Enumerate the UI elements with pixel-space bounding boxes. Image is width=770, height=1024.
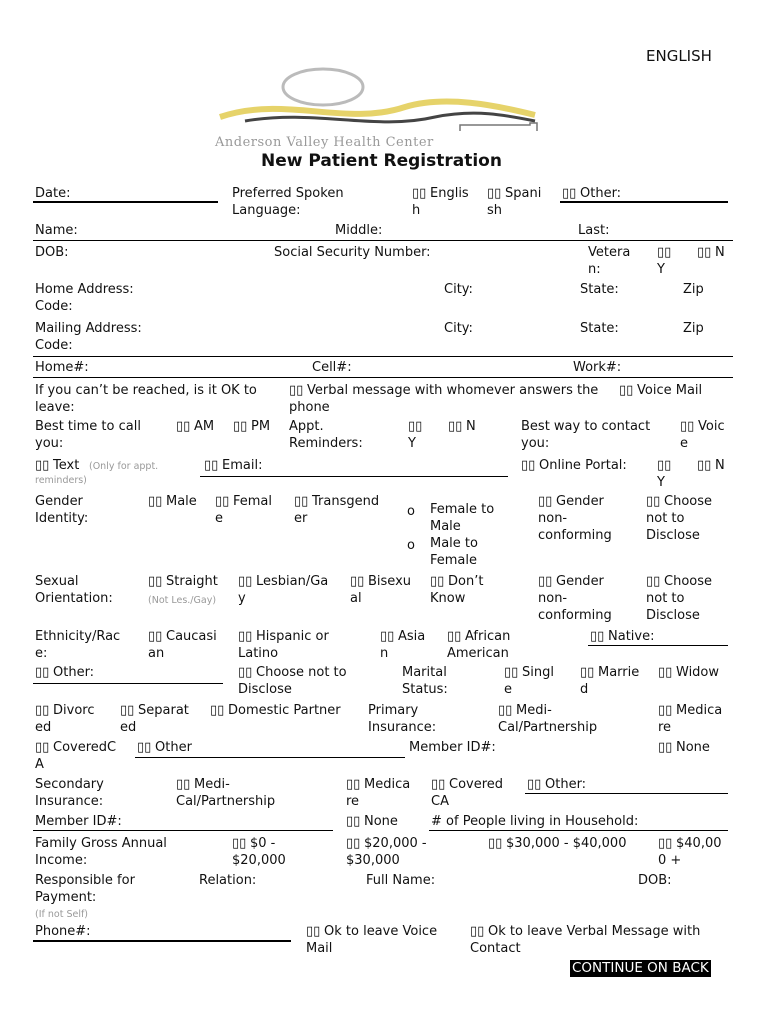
voice-mail-label: Voice Mail [637,383,703,398]
english-checkbox[interactable]: ▯▯ [412,186,427,201]
dont-know-label: Don’t Know [430,574,484,606]
asian-checkbox[interactable]: ▯▯ [380,629,395,644]
form-title: New Patient Registration [261,151,502,171]
other-ethnicity-label: Other: [53,665,95,680]
work-phone-label: Work#: [573,360,622,375]
primary-insurance-label: Primary Insurance: [368,703,437,735]
spanish-option: Spani sh [487,186,542,218]
veteran-no-label: N [715,245,725,260]
clinic-logo [205,65,575,155]
mailing-zip-label: Zip [683,321,704,336]
secondary-medicare-checkbox[interactable]: ▯▯ [346,777,361,792]
family-income-label: Family Gross Annual Income: [35,836,167,868]
mailing-address-label: Mailing Address: [35,321,142,336]
responsible-phone-field[interactable] [33,940,291,942]
income-20-30k-label: $20,000 - $30,000 [346,836,427,868]
portal-yes-checkbox[interactable]: ▯▯ [657,458,672,473]
divider [33,377,733,378]
straight-checkbox[interactable]: ▯▯ [148,574,163,589]
other-language-label: Other: [580,186,622,201]
online-portal-label: Online Portal: [539,458,627,473]
gender-nonconforming-checkbox[interactable]: ▯▯ [538,494,553,509]
veteran-no-checkbox[interactable]: ▯▯ [697,245,712,260]
other-ethnicity-field[interactable] [33,683,223,684]
other-insurance-checkbox[interactable]: ▯▯ [137,740,152,755]
secondary-medi-cal-checkbox[interactable]: ▯▯ [176,777,191,792]
married-label: Marrie d [580,665,640,697]
preferred-language-label: Preferred Spoken Language: [232,186,344,218]
hispanic-label: Hispanic or Latino [238,629,329,661]
income-0-20k-label: $0 - $20,000 [232,836,286,868]
secondary-medi-cal-label: Medi-Cal/Partnership [176,777,276,809]
ssn-label: Social Security Number: [274,245,431,260]
primary-medicare-checkbox[interactable]: ▯▯ [658,703,673,718]
veteran-yes-checkbox[interactable]: ▯▯ [657,245,672,260]
online-portal-checkbox[interactable]: ▯▯ [521,458,536,473]
gender-nonconforming-label: Gender non-conforming [538,494,612,543]
income-40k-plus-checkbox[interactable]: ▯▯ [658,836,673,851]
portal-no-checkbox[interactable]: ▯▯ [697,458,712,473]
orientation-nonconforming-label: Gender non-conforming [538,574,612,623]
income-0-20k-checkbox[interactable]: ▯▯ [232,836,247,851]
cell-phone-label: Cell#: [312,360,352,375]
reminders-no-checkbox[interactable]: ▯▯ [448,419,463,434]
secondary-none-checkbox[interactable]: ▯▯ [346,814,361,829]
primary-none-checkbox[interactable]: ▯▯ [658,740,673,755]
responsible-payment-label: Responsible for Payment: [35,873,135,905]
orientation-choose-checkbox[interactable]: ▯▯ [646,574,661,589]
best-contact-label: Best way to contact you: [521,419,651,451]
lesbian-gay-label: Lesbian/Ga y [238,574,329,606]
hispanic-checkbox[interactable]: ▯▯ [238,629,253,644]
clinic-name: Anderson Valley Health Center [215,135,434,150]
bisexual-checkbox[interactable]: ▯▯ [350,574,365,589]
female-label: Femal e [215,494,273,526]
secondary-covered-ca-checkbox[interactable]: ▯▯ [431,777,446,792]
spanish-checkbox[interactable]: ▯▯ [487,186,502,201]
home-state-label: State: [580,282,619,297]
responsible-dob-label: DOB: [638,873,672,888]
transgender-checkbox[interactable]: ▯▯ [294,494,309,509]
straight-label: Straight [166,574,218,589]
dob-label: DOB: [35,245,69,260]
language-label: ENGLISH [646,47,712,65]
covered-ca-checkbox[interactable]: ▯▯ [35,740,50,755]
marital-status-label: Marital Status: [402,665,448,697]
secondary-other-field[interactable] [525,793,728,794]
veteran-label: Vetera n: [588,245,631,277]
other-insurance-label: Other [155,740,192,755]
male-to-female-label: Male to Female [430,536,478,568]
continue-on-back-label: CONTINUE ON BACK [572,960,709,976]
african-american-label: African American [447,629,511,661]
secondary-insurance-label: Secondary Insurance: [35,777,104,809]
ethnicity-label: Ethnicity/Rac e: [35,629,121,661]
voice-contact-checkbox[interactable]: ▯▯ [680,419,695,434]
orientation-nonconforming-checkbox[interactable]: ▯▯ [538,574,553,589]
email-label: Email: [222,458,263,473]
reminders-no-label: N [466,419,476,434]
caucasian-label: Caucasi an [148,629,217,661]
secondary-member-id-label: Member ID#: [35,814,122,829]
verbal-message-label: Verbal message with whomever answers the phone [289,383,599,415]
pm-checkbox[interactable]: ▯▯ [233,419,248,434]
primary-medi-cal-label: Medi-Cal/Partnership [498,703,598,735]
ok-verbal-checkbox[interactable]: ▯▯ [470,924,485,939]
separated-label: Separat ed [120,703,189,735]
female-to-male-label: Female to Male [430,502,495,534]
male-label: Male [166,494,197,509]
income-40k-plus-label: $40,00 0 + [658,836,722,868]
ethnicity-choose-checkbox[interactable]: ▯▯ [238,665,253,680]
household-count-field[interactable] [429,830,728,831]
dont-know-checkbox[interactable]: ▯▯ [430,574,445,589]
primary-member-id-label: Member ID#: [409,740,496,755]
income-30-40k-checkbox[interactable]: ▯▯ [488,836,503,851]
responsible-phone-label: Phone#: [35,924,91,939]
veteran-yes-label: Y [657,262,665,277]
married-checkbox[interactable]: ▯▯ [580,665,595,680]
divider [33,356,733,357]
mtf-bullet: o [407,538,415,553]
date-field[interactable] [33,201,218,203]
am-checkbox[interactable]: ▯▯ [176,419,191,434]
primary-medicare-label: Medica re [658,703,723,735]
income-20-30k-checkbox[interactable]: ▯▯ [346,836,361,851]
gender-choose-checkbox[interactable]: ▯▯ [646,494,661,509]
domestic-partner-label: Domestic Partner [228,703,341,718]
transgender-label: Transgend er [294,494,380,526]
mailing-state-label: State: [580,321,619,336]
orientation-choose-label: Choose not to Disclose [646,574,712,623]
home-city-label: City: [444,282,473,297]
widow-checkbox[interactable]: ▯▯ [658,665,673,680]
home-zip-label: Zip [683,282,704,297]
divorced-checkbox[interactable]: ▯▯ [35,703,50,718]
ok-verbal-label: Ok to leave Verbal Message with Contact [470,924,701,956]
mailing-code-label: Code: [35,338,73,353]
ok-voicemail-checkbox[interactable]: ▯▯ [306,924,321,939]
portal-no-label: N [715,458,725,473]
text-note: (Only for appt. reminders) [35,461,159,486]
ftm-bullet: o [407,504,415,519]
voice-contact-label: Voic e [680,419,725,451]
divider [33,240,733,241]
full-name-label: Full Name: [366,873,436,888]
secondary-none-label: None [364,814,398,829]
reach-question-label: If you can’t be reached, is it OK to leave: [35,383,257,415]
text-checkbox[interactable]: ▯▯ [35,458,50,473]
mailing-city-label: City: [444,321,473,336]
text-label: Text [53,458,80,473]
best-time-label: Best time to call you: [35,419,141,451]
other-language-checkbox[interactable]: ▯▯ [562,186,577,201]
sexual-orientation-label: Sexual Orientation: [35,574,113,606]
asian-label: Asia n [380,629,426,661]
household-count-label: # of People living in Household: [431,814,639,829]
domestic-partner-checkbox[interactable]: ▯▯ [210,703,225,718]
responsible-note: (If not Self) [35,909,89,920]
secondary-member-id-field[interactable] [33,830,333,831]
secondary-covered-ca-label: Covered CA [431,777,504,809]
last-name-label: Last: [578,223,610,238]
date-label: Date: [35,186,71,201]
bisexual-label: Bisexu al [350,574,412,606]
widow-label: Widow [676,665,720,680]
middle-name-label: Middle: [335,223,383,238]
other-ethnicity-checkbox[interactable]: ▯▯ [35,665,50,680]
secondary-other-checkbox[interactable]: ▯▯ [527,777,542,792]
gender-identity-label: Gender Identity: [35,494,89,526]
male-checkbox[interactable]: ▯▯ [148,494,163,509]
appt-reminders-label: Appt. Reminders: [289,419,363,451]
other-insurance-field[interactable] [135,757,405,758]
reminders-yes-label: Y [408,436,416,451]
voice-mail-checkbox[interactable]: ▯▯ [619,383,634,398]
portal-yes-label: Y [657,475,665,490]
relation-label: Relation: [199,873,257,888]
caucasian-checkbox[interactable]: ▯▯ [148,629,163,644]
secondary-other-label: Other: [545,777,587,792]
home-code-label: Code: [35,299,73,314]
name-label: Name: [35,223,78,238]
other-language-field[interactable] [560,201,728,203]
native-label: Native: [608,629,655,644]
divorced-label: Divorc ed [35,703,95,735]
am-label: AM [194,419,215,434]
secondary-medicare-label: Medica re [346,777,411,809]
home-phone-label: Home#: [35,360,89,375]
reminders-yes-checkbox[interactable]: ▯▯ [408,419,423,434]
gender-choose-label: Choose not to Disclose [646,494,712,543]
email-field[interactable] [200,476,508,477]
home-address-label: Home Address: [35,282,134,297]
native-field[interactable] [588,645,728,646]
primary-none-label: None [676,740,710,755]
pm-label: PM [251,419,271,434]
ok-voicemail-label: Ok to leave Voice Mail [306,924,438,956]
female-checkbox[interactable]: ▯▯ [215,494,230,509]
ethnicity-choose-label: Choose not to Disclose [238,665,347,697]
english-option: Englis h [412,186,469,218]
straight-note: (Not Les./Gay) [148,595,217,606]
single-checkbox[interactable]: ▯▯ [504,665,519,680]
single-label: Singl e [504,665,554,697]
verbal-message-checkbox[interactable]: ▯▯ [289,383,304,398]
african-american-checkbox[interactable]: ▯▯ [447,629,462,644]
primary-medi-cal-checkbox[interactable]: ▯▯ [498,703,513,718]
separated-checkbox[interactable]: ▯▯ [120,703,135,718]
email-checkbox[interactable]: ▯▯ [204,458,219,473]
income-30-40k-label: $30,000 - $40,000 [506,836,627,851]
native-checkbox[interactable]: ▯▯ [590,629,605,644]
covered-ca-label: CoveredC A [35,740,117,772]
lesbian-gay-checkbox[interactable]: ▯▯ [238,574,253,589]
